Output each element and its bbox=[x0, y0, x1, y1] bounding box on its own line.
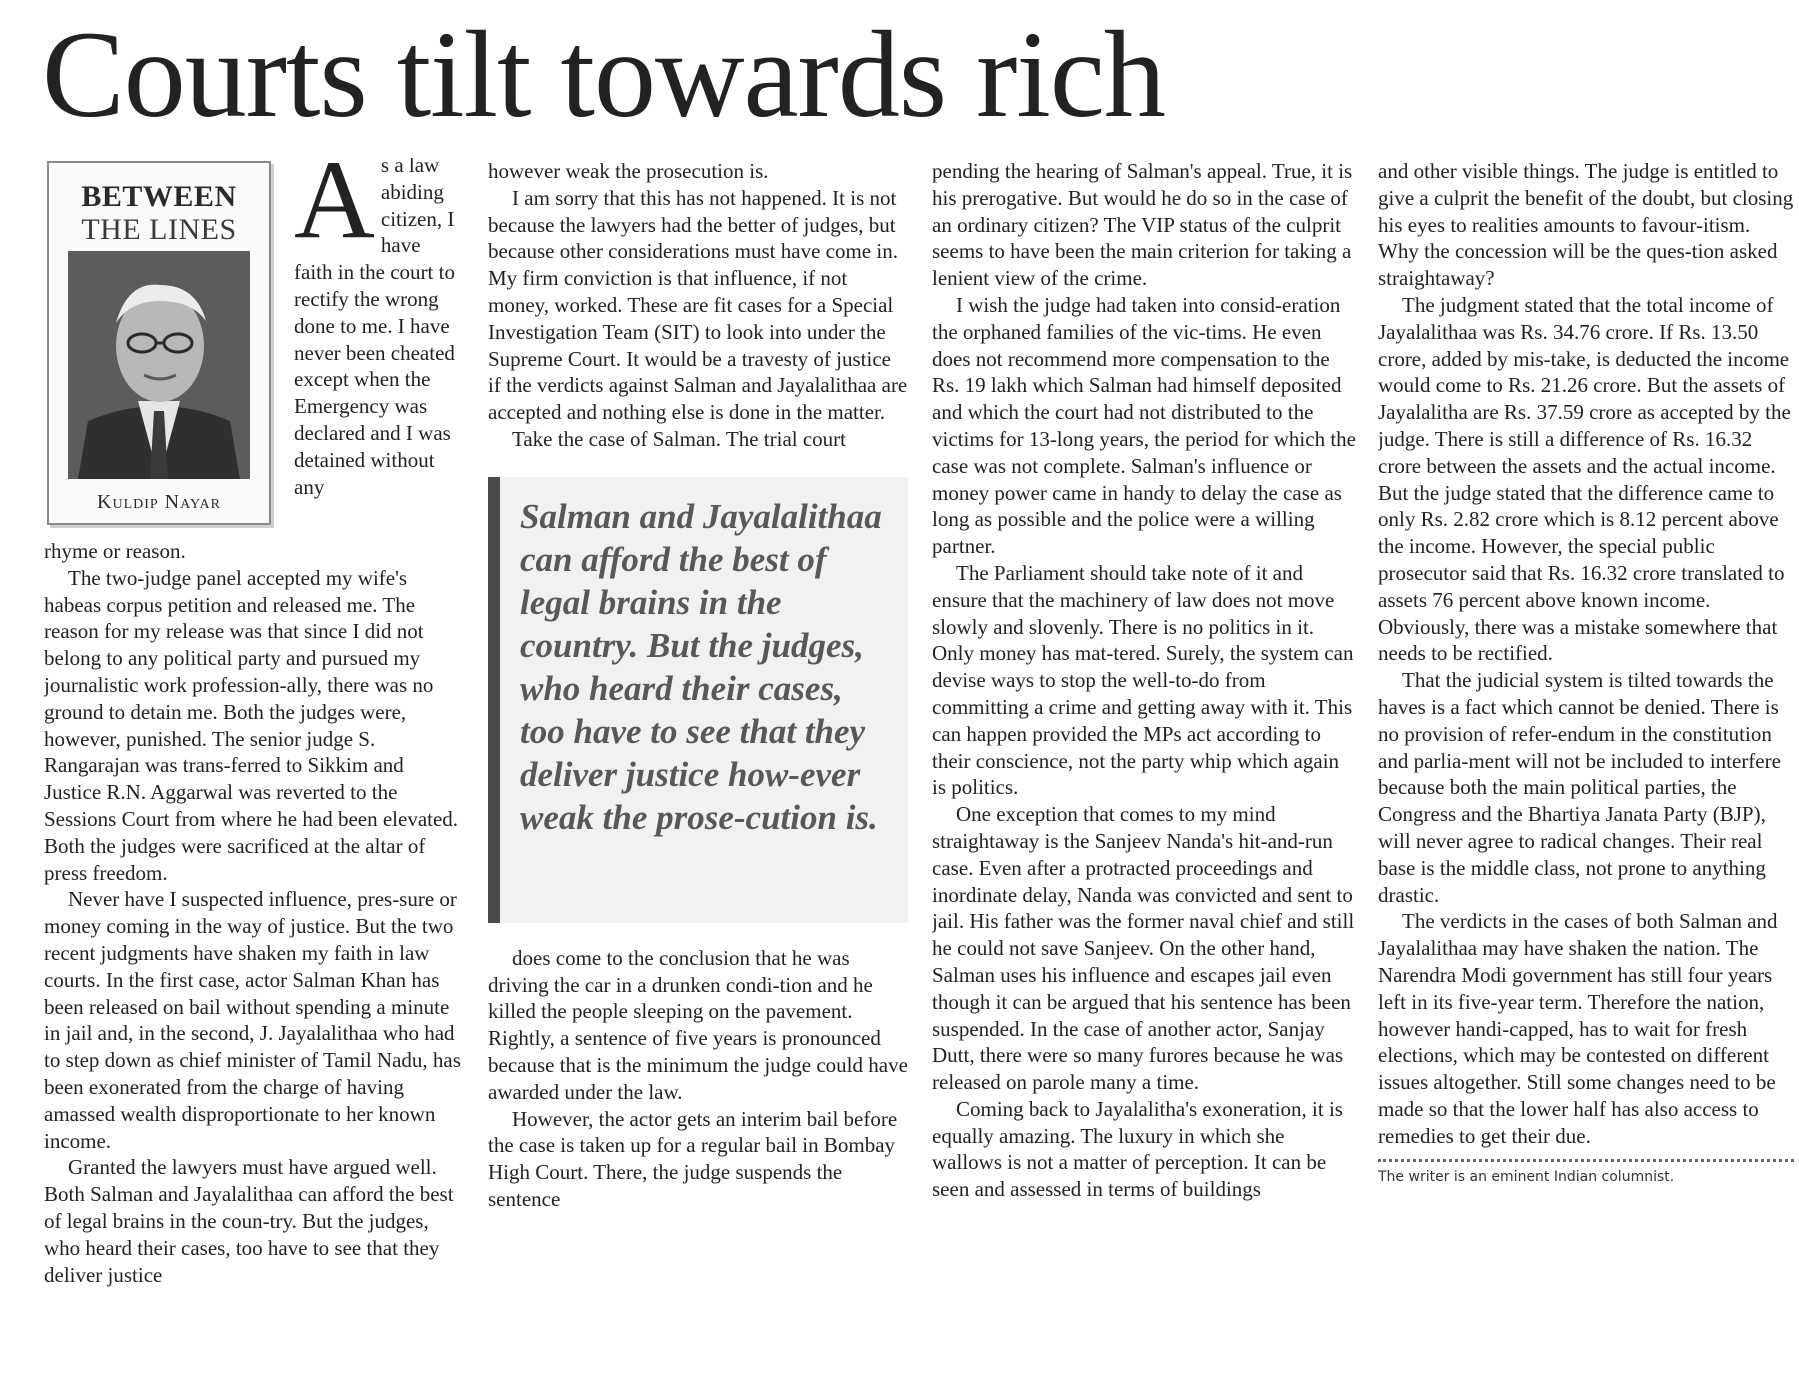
portrait-drawing bbox=[68, 251, 250, 479]
body-paragraph: The Parliament should take note of it and ensure that the machinery of law does not move slowly and slovenly. There is no politics in it. Only money has mat-tered. Surely, the system can devise ways to stop the well-to-do from committing a crime and getting away with it. This can happen provided the MPs act according to their conscience, not the party whip which again is politics. bbox=[932, 560, 1354, 800]
footnote-divider bbox=[1378, 1159, 1794, 1162]
body-paragraph: and other visible things. The judge is entitled to give a culprit the benefit of the doubt, but closing his eyes to realities amounts to favour-itism. Why the concession will be the ques-tion asked straightaway? bbox=[1378, 159, 1794, 291]
body-paragraph: Never have I suspected influence, pres-sure or money coming in the way of justice. But the two recent judgments have shaken my faith in law courts. In the first case, actor Salman Khan has been released on bail without spending a minute in jail and, in the second, J. Jayalalithaa who had to step down as chief minister of Tamil Nadu, has been exonerated from the charge of having amassed wealth disproportionate to her known income. bbox=[44, 887, 461, 1153]
body-paragraph: however weak the prosecution is. bbox=[488, 159, 769, 183]
body-paragraph: The verdicts in the cases of both Salman and Jayalalithaa may have shaken the nation. The Narendra Modi government has still four years left in its five-year term. Therefore the nation, however handi-capped, has to wait for fresh elections, which may be contested on different issues altogether. Still some changes need to be made so that the lower half has also access to remedies to get their due. bbox=[1378, 909, 1778, 1148]
byline-box bbox=[47, 161, 271, 525]
body-paragraph: rhyme or reason. bbox=[44, 539, 186, 563]
body-paragraph: The judgment stated that the total income of Jayalalithaa was Rs. 34.76 crore. If Rs. 13.50 crore, added by mis-take, is deducted the income would come to Rs. 21.26 crore. But the assets of Jayalalitha are Rs. 37.59 crore as accepted by the judge. There is still a difference of Rs. 16.32 crore between the assets and the actual income. But the judge stated that the difference came to only Rs. 2.82 crore which is 8.12 percent above the income. However, the special public prosecutor said that Rs. 16.32 crore translated to assets 76 percent above known income. Obviously, there was a mistake somewhere that needs to be rectified. bbox=[1378, 292, 1791, 666]
pull-quote-text: Salman and Jayalalithaa can afford the best of legal brains in the country. But the judges, who heard their cases, too have to see that they deliver justice how-ever weak the prose-cution is. bbox=[520, 496, 882, 837]
author-name: Kuldip Nayar bbox=[97, 491, 221, 513]
column-kicker-line1: BETWEEN bbox=[81, 180, 237, 213]
column-3 bbox=[932, 158, 1356, 1338]
body-paragraph: One exception that comes to my mind straightaway is the Sanjeev Nanda's hit-and-run case. Even after a protracted proceedings and inordinate delay, Nanda was convicted and sent to jail. His father was the former naval chief and still he could not save Sanjeev. On the other hand, Salman uses his influence and escapes jail even though it can be argued that his sentence has been suspended. In the case of another actor, Sanjay Dutt, there were so many furores because he was released on parole many a time. bbox=[932, 802, 1355, 1095]
column-2 bbox=[488, 158, 908, 1338]
body-paragraph: Granted the lawyers must have argued well. Both Salman and Jayalalithaa can afford the best of legal brains in the coun-try. But the judges, who heard their cases, too have to see that they deliver justice bbox=[44, 1155, 454, 1287]
body-paragraph: That the judicial system is tilted towards the haves is a fact which cannot be denied. There is no provision of refer-endum in the constitution and parlia-ment will not be included to interfere because both the main political parties, the Congress and the Bhartiya Janata Party (BJP), will never agree to radical changes. Their real base is the middle class, not prone to anything drastic. bbox=[1378, 668, 1781, 907]
column-1 bbox=[44, 158, 464, 1338]
body-paragraph: The two-judge panel accepted my wife's habeas corpus petition and released me. The reason for my release was that since I did not belong to any political party and pursued my journalistic work profession-ally, there was no ground to detain me. Both the judges were, however, punished. The senior judge S. Rangarajan was trans-ferred to Sikkim and Justice R.N. Aggarwal was reverted to the Sessions Court from where he had been elevated. Both the judges were sacrificed at the altar of press freedom. bbox=[44, 565, 459, 885]
column-4 bbox=[1378, 158, 1794, 1338]
drop-cap: A bbox=[294, 158, 375, 262]
body-paragraph: pending the hearing of Salman's appeal. True, it is his prerogative. But would he do so in the case of an ordinary citizen? The VIP status of the culprit seems to have been the main criterion for taking a lenient view of the crime. bbox=[932, 159, 1353, 291]
body-paragraph: Coming back to Jayalalitha's exoneration, it is equally amazing. The luxury in which she wallows is not a matter of perception. It can be seen and assessed in terms of buildings bbox=[932, 1096, 1343, 1202]
intro-paragraph: s a law abiding citizen, I have faith in the court to rectify the wrong done to me. I have never been cheated except when the Emergency was declared and I was detained without any bbox=[294, 158, 455, 499]
intro-text-block bbox=[294, 158, 464, 500]
author-portrait-icon bbox=[68, 251, 250, 479]
body-paragraph: Take the case of Salman. The trial court bbox=[512, 426, 847, 451]
headline: Courts tilt towards rich bbox=[42, 6, 1165, 143]
intro-block bbox=[44, 158, 464, 538]
body-paragraph: I wish the judge had taken into consid-eration the orphaned families of the vic-tims. He even does not recommend more compensation to the Rs. 19 lakh which Salman had himself deposited and which the court had not distributed to the victims for 13-long years, the period for which the case was not complete. Salman's influence or money power came in handy to delay the case as long as possible and the police were a willing partner. bbox=[932, 292, 1356, 559]
body-paragraph: does come to the conclusion that he was driving the car in a drunken condi-tion and he killed the people sleeping on the pavement. Rightly, a sentence of five years is pronounced because that is the minimum the judge could have awarded under the law. bbox=[488, 945, 908, 1104]
column-kicker-line2: THE LINES bbox=[81, 213, 237, 246]
pull-quote bbox=[488, 477, 908, 923]
author-footnote: The writer is an eminent Indian columnist. bbox=[1378, 1169, 1675, 1186]
body-paragraph: However, the actor gets an interim bail before the case is taken up for a regular bail in Bombay High Court. There, the judge suspends the sentence bbox=[488, 1106, 898, 1211]
body-paragraph: I am sorry that this has not happened. It is not because the lawyers had the better of judges, but because other considerations must have come in. My firm conviction is that influence, if not money, worked. These are fit cases for a Special Investigation Team (SIT) to look into under the Supreme Court. It would be a travesty of justice if the verdicts against Salman and Jayalalithaa are accepted and nothing else is done in the matter. bbox=[488, 185, 908, 425]
